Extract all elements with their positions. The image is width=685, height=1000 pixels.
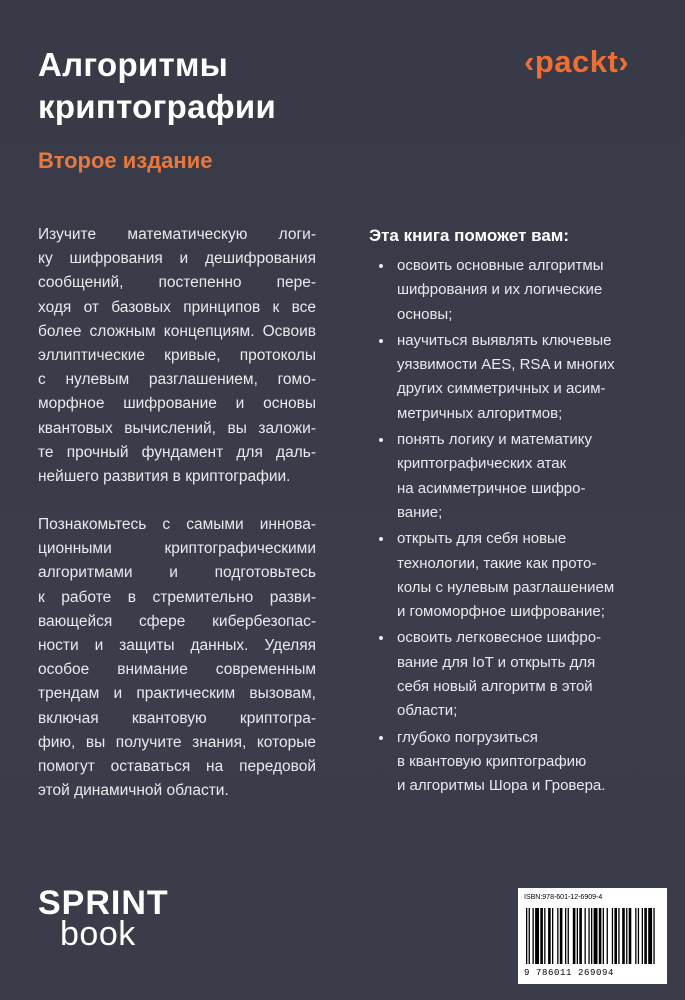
barcode-bar <box>626 908 627 964</box>
bullet-dot-icon <box>379 264 383 268</box>
benefit-line: области; <box>397 702 458 720</box>
barcode-bar <box>594 908 598 964</box>
benefit-line: себя новый алгоритм в этой <box>397 678 593 696</box>
barcode-bar <box>618 908 619 964</box>
benefit-line: технологии, такие как прото- <box>397 554 597 572</box>
benefit-line: в квантовую криптографию <box>397 752 587 770</box>
barcode-bar <box>653 908 654 964</box>
description-line: Познакомьтесь с самыми иннова- <box>38 516 316 534</box>
benefit-item <box>369 527 639 624</box>
barcode-bar <box>565 908 566 964</box>
book-title <box>38 44 276 128</box>
description-line: особое внимание современным <box>38 661 316 679</box>
bullet-dot-icon <box>379 736 383 740</box>
description-line: ходя от базовых принципов к все <box>38 298 316 316</box>
benefit-line: вание для IoT и открыть для <box>397 653 596 671</box>
description-line: более сложным концепциям. Освоив <box>38 322 316 340</box>
barcode-label <box>518 888 667 984</box>
barcode-bar <box>648 908 652 964</box>
benefit-line: и алгоритмы Шора и Гровера. <box>397 777 606 795</box>
description-line: этой динамичной области. <box>38 782 229 800</box>
benefit-line: на асимметричное шифро- <box>397 479 586 497</box>
barcode-bar <box>603 908 604 964</box>
barcode-bar <box>614 908 617 964</box>
barcode-bar <box>599 908 602 964</box>
barcode-bar <box>607 908 608 964</box>
description-line: алгоритмами и подготовьтесь <box>38 564 316 582</box>
barcode-bar <box>638 908 639 964</box>
description-line: помогут оставаться на передовой <box>38 757 316 775</box>
barcode-bar <box>529 908 530 964</box>
barcode-bar <box>573 908 576 964</box>
benefit-line: уязвимости AES, RSA и многих <box>397 356 615 374</box>
benefit-line: освоить легковесное шифро- <box>397 629 602 647</box>
barcode-bar <box>629 908 632 964</box>
benefit-item <box>369 329 639 426</box>
barcode-bar <box>635 908 636 964</box>
description-line: квантовых вычислений, вы заложи- <box>38 419 316 437</box>
description-line: ку шифрования и дешифрования <box>38 250 316 268</box>
benefit-item <box>369 626 639 723</box>
description-line: ности и защиты данных. Уделяя <box>38 637 316 654</box>
description-line: сообщений, постепенно пере- <box>38 274 316 292</box>
benefit-item <box>369 726 639 799</box>
description-paragraph-1 <box>38 223 316 489</box>
benefits-list <box>369 254 639 799</box>
description-line: Изучите математическую логи- <box>38 226 316 243</box>
barcode-bar <box>585 908 586 964</box>
benefit-line: колы с нулевым разглашением <box>397 578 615 596</box>
bullet-dot-icon <box>379 438 383 442</box>
benefit-line: освоить основные алгоритмы <box>397 257 604 274</box>
benefits-section <box>369 226 639 801</box>
benefit-line: других симметричных и асим- <box>397 380 606 398</box>
benefit-line: и гомоморфное шифрование; <box>397 603 605 621</box>
barcode-bar <box>579 908 582 964</box>
barcode-bar <box>526 908 527 964</box>
isbn-text: ISBN:978-601-12-6909-4 <box>524 894 603 901</box>
description-line: с нулевым разглашением, гомо- <box>38 371 316 389</box>
description-line: эллиптические кривые, протоколы <box>38 346 316 364</box>
barcode-bar <box>622 908 625 964</box>
title-line: криптографии <box>38 88 277 125</box>
benefits-title: Эта книга поможет вам: <box>369 226 570 245</box>
benefit-line: криптографических атак <box>397 455 567 473</box>
description-line: включая квантовую криптогра- <box>38 709 316 727</box>
barcode-bar <box>644 908 647 964</box>
description-line: вающейся сфере кибербезопас- <box>38 612 316 630</box>
barcode-bar <box>552 908 553 964</box>
publisher-logo: ‹packt› <box>524 44 630 79</box>
bullet-dot-icon <box>379 339 383 343</box>
barcode-digits: 9 786011 269094 <box>524 968 615 978</box>
barcode-bar <box>560 908 563 964</box>
description-line: ционными криптографическими <box>38 540 316 558</box>
benefit-line: понять логику и математику <box>397 431 592 449</box>
barcode-bar <box>544 908 545 964</box>
title-line: Алгоритмы <box>38 46 229 83</box>
benefit-line: глубоко погрузиться <box>397 728 538 746</box>
benefit-line: основы; <box>397 305 453 323</box>
sprint-book-logo <box>38 884 169 953</box>
benefit-item <box>369 254 639 327</box>
barcode-bar <box>588 908 589 964</box>
barcode-bar <box>557 908 558 964</box>
barcode-bars <box>526 908 658 966</box>
barcode-bar <box>642 908 643 964</box>
barcode-bar <box>533 908 534 964</box>
logo-word-sprint: SPRINT <box>38 884 169 922</box>
barcode-bar <box>548 908 551 964</box>
description-paragraph-2 <box>38 513 316 803</box>
benefit-item <box>369 428 639 525</box>
barcode-bar <box>540 908 543 964</box>
description-line: те прочный фундамент для даль- <box>38 443 316 461</box>
barcode-bar <box>577 908 578 964</box>
benefit-line: шифрования и их логические <box>397 281 603 299</box>
description-line: нейшего развития в криптографии. <box>38 467 291 485</box>
description-line: морфное шифрование и основы <box>38 395 316 413</box>
barcode-bar <box>591 908 592 964</box>
benefit-line: открыть для себя новые <box>397 530 567 548</box>
benefit-line: научиться выявлять ключевые <box>397 331 612 349</box>
bullet-dot-icon <box>379 636 383 640</box>
edition-subtitle: Второе издание <box>38 148 213 173</box>
benefit-line: метричных алгоритмов; <box>397 404 563 422</box>
barcode-bar <box>612 908 613 964</box>
barcode-bar <box>568 908 569 964</box>
benefit-line: вание; <box>397 503 443 521</box>
description-line: фию, вы получите знания, которые <box>38 733 316 751</box>
description <box>38 223 316 803</box>
bullet-dot-icon <box>379 537 383 541</box>
description-line: к работе в стремительно разви- <box>38 588 316 606</box>
barcode-bar <box>535 908 539 964</box>
logo-word-book: book <box>60 915 136 953</box>
description-line: трендам и практическим вызовам, <box>38 685 316 703</box>
